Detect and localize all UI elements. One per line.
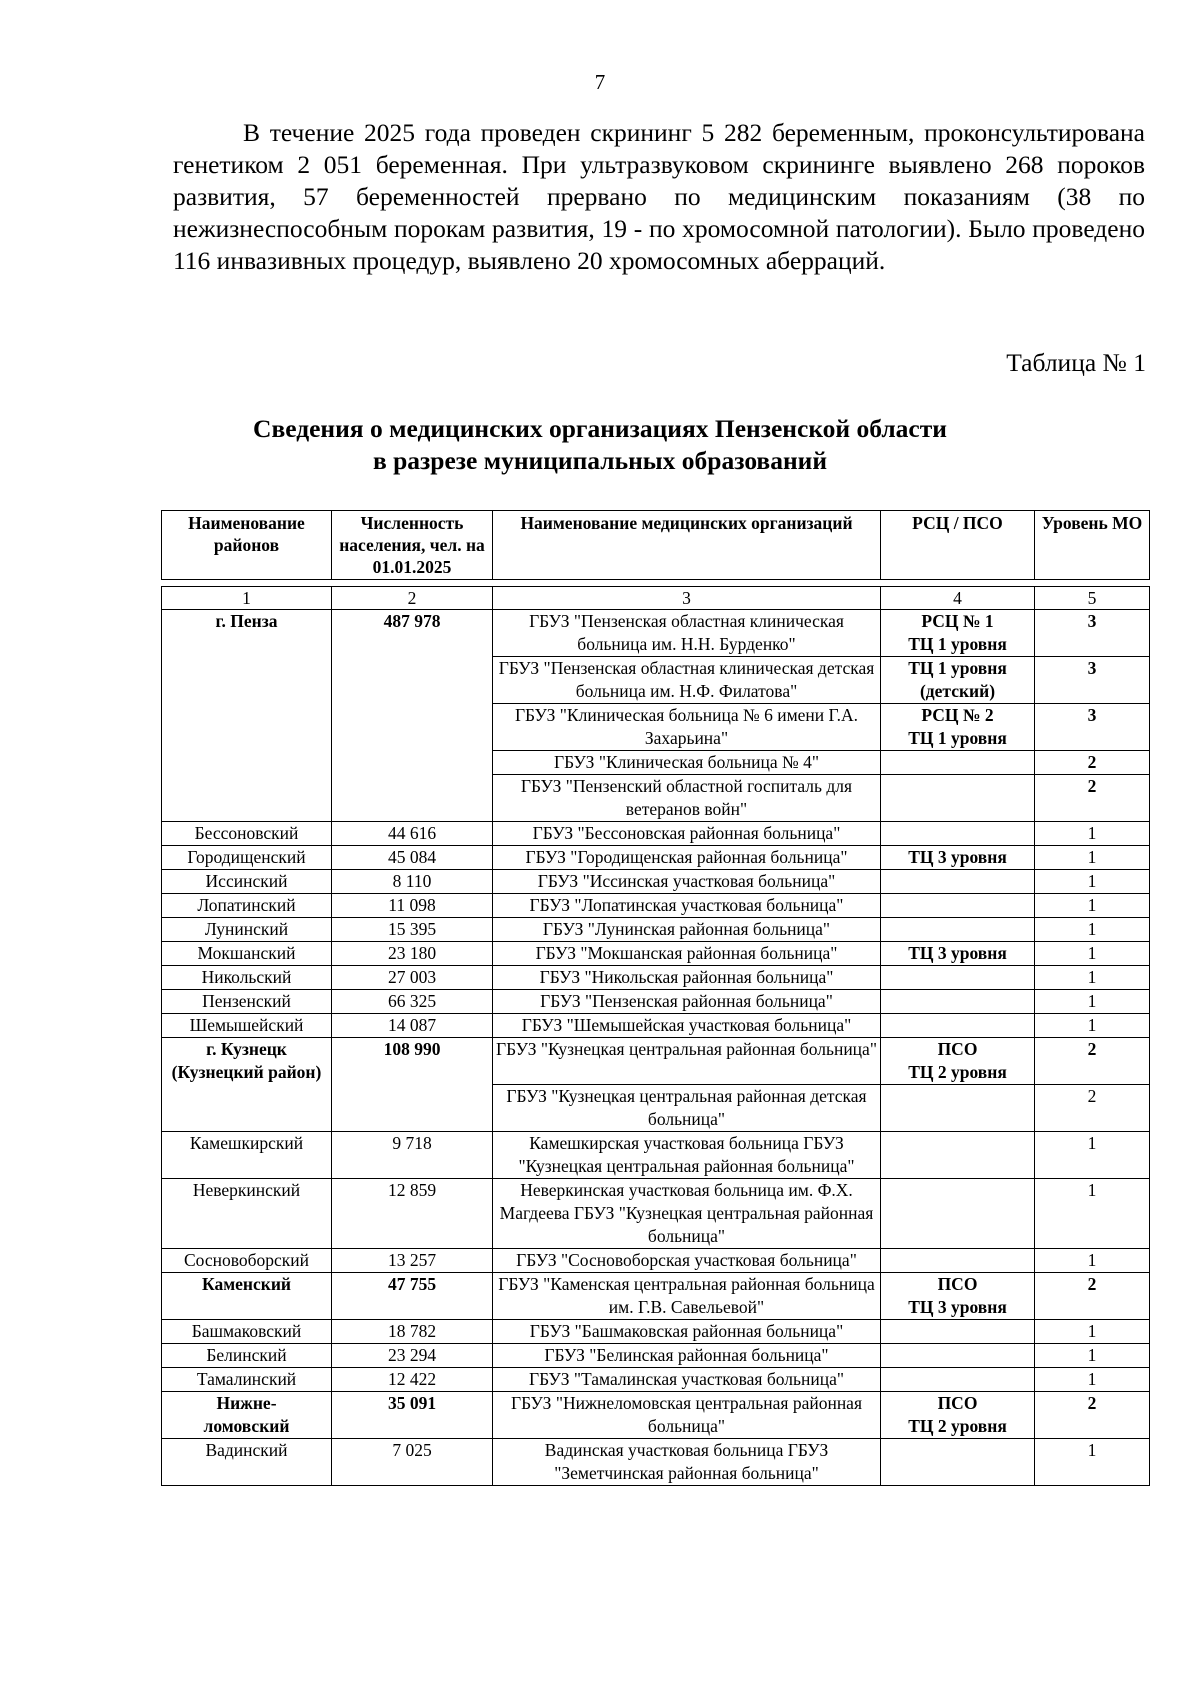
- organization-cell: ГБУЗ "Сосновоборская участковая больница": [493, 1249, 881, 1273]
- organization-cell: ГБУЗ "Лопатинская участковая больница": [493, 894, 881, 918]
- table-row: [162, 990, 1150, 1014]
- organization-cell: ГБУЗ "Городищенская районная больница": [493, 846, 881, 870]
- center-cell: [881, 822, 1035, 846]
- population-cell: 13 257: [332, 1249, 493, 1273]
- district-cell: Сосновоборский: [162, 1249, 332, 1273]
- population-cell: 487 978: [332, 610, 493, 822]
- table-row: [162, 1132, 1150, 1179]
- district-cell: Мокшанский: [162, 942, 332, 966]
- population-cell: 12 422: [332, 1368, 493, 1392]
- center-cell: [881, 870, 1035, 894]
- table-row: [162, 966, 1150, 990]
- center-cell: [881, 1249, 1035, 1273]
- population-cell: 14 087: [332, 1014, 493, 1038]
- organizations-table: [161, 586, 1150, 1486]
- center-cell: [881, 1439, 1035, 1486]
- population-cell: 11 098: [332, 894, 493, 918]
- center-cell: РСЦ № 1 ТЦ 1 уровня: [881, 610, 1035, 657]
- district-cell: Шемышейский: [162, 1014, 332, 1038]
- table-row: [162, 1038, 1150, 1085]
- column-number: 1: [162, 587, 332, 610]
- population-cell: 18 782: [332, 1320, 493, 1344]
- level-cell: 1: [1035, 822, 1150, 846]
- header-organizations: Наименование медицинских организаций: [493, 511, 881, 580]
- population-cell: 45 084: [332, 846, 493, 870]
- level-cell: 2: [1035, 751, 1150, 775]
- level-cell: 1: [1035, 1368, 1150, 1392]
- table-body: [162, 587, 1150, 1486]
- level-cell: 2: [1035, 775, 1150, 822]
- population-cell: 7 025: [332, 1439, 493, 1486]
- center-cell: [881, 775, 1035, 822]
- district-cell: Никольский: [162, 966, 332, 990]
- district-cell: Неверкинский: [162, 1179, 332, 1249]
- center-cell: ПСО ТЦ 3 уровня: [881, 1273, 1035, 1320]
- organization-cell: ГБУЗ "Нижнеломовская центральная районная больница": [493, 1392, 881, 1439]
- table-row: [162, 1014, 1150, 1038]
- table-row: [162, 894, 1150, 918]
- population-cell: 44 616: [332, 822, 493, 846]
- intro-paragraph: В течение 2025 года проведен скрининг 5 282 беременным, проконсультирована генетиком 2 051 беременная. При ультразвуковом скрининге выявлено 268 пороков развития, 57 беременностей прервано по медицинским показаниям (38 по нежизнеспособным порокам развития, 19 - по хромосомной патологии). Было проведено 116 инвазивных процедур, выявлено 20 хромосомных аберраций.: [173, 118, 1145, 275]
- header-population: Численность населения, чел. на 01.01.2025: [332, 511, 493, 580]
- table-row: [162, 1368, 1150, 1392]
- organization-cell: ГБУЗ "Башмаковская районная больница": [493, 1320, 881, 1344]
- organization-cell: ГБУЗ "Шемышейская участковая больница": [493, 1014, 881, 1038]
- table-title: [0, 413, 1200, 477]
- population-cell: 27 003: [332, 966, 493, 990]
- center-cell: [881, 1320, 1035, 1344]
- table-row: [162, 870, 1150, 894]
- district-cell: Пензенский: [162, 990, 332, 1014]
- population-cell: 9 718: [332, 1132, 493, 1179]
- district-cell: Лопатинский: [162, 894, 332, 918]
- population-cell: 12 859: [332, 1179, 493, 1249]
- level-cell: 1: [1035, 1249, 1150, 1273]
- organization-cell: ГБУЗ "Пензенская областная клиническая больница им. Н.Н. Бурденко": [493, 610, 881, 657]
- population-cell: 23 294: [332, 1344, 493, 1368]
- district-cell: Городищенский: [162, 846, 332, 870]
- center-cell: [881, 966, 1035, 990]
- district-cell: Иссинский: [162, 870, 332, 894]
- level-cell: 1: [1035, 990, 1150, 1014]
- organization-cell: ГБУЗ "Кузнецкая центральная районная больница": [493, 1038, 881, 1085]
- population-cell: 47 755: [332, 1273, 493, 1320]
- column-number-row: [162, 587, 1150, 610]
- center-cell: ПСО ТЦ 2 уровня: [881, 1038, 1035, 1085]
- center-cell: [881, 1132, 1035, 1179]
- population-cell: 23 180: [332, 942, 493, 966]
- level-cell: 1: [1035, 1179, 1150, 1249]
- center-cell: ТЦ 1 уровня (детский): [881, 657, 1035, 704]
- level-cell: 1: [1035, 918, 1150, 942]
- center-cell: РСЦ № 2 ТЦ 1 уровня: [881, 704, 1035, 751]
- table-row: [162, 610, 1150, 657]
- district-cell: г. Кузнецк (Кузнецкий район): [162, 1038, 332, 1132]
- level-cell: 1: [1035, 1439, 1150, 1486]
- header-center: РСЦ / ПСО: [881, 511, 1035, 580]
- level-cell: 1: [1035, 870, 1150, 894]
- page-number: 7: [594, 70, 606, 94]
- level-cell: 3: [1035, 704, 1150, 751]
- district-cell: Каменский: [162, 1273, 332, 1320]
- column-number: 5: [1035, 587, 1150, 610]
- center-cell: [881, 1014, 1035, 1038]
- table-row: [162, 822, 1150, 846]
- level-cell: 2: [1035, 1038, 1150, 1085]
- level-cell: 3: [1035, 610, 1150, 657]
- level-cell: 1: [1035, 1014, 1150, 1038]
- organization-cell: ГБУЗ "Никольская районная больница": [493, 966, 881, 990]
- organization-cell: ГБУЗ "Кузнецкая центральная районная детская больница": [493, 1085, 881, 1132]
- organization-cell: ГБУЗ "Мокшанская районная больница": [493, 942, 881, 966]
- column-number: 2: [332, 587, 493, 610]
- organization-cell: Вадинская участковая больница ГБУЗ "Земетчинская районная больница": [493, 1439, 881, 1486]
- table-caption: Таблица № 1: [1006, 348, 1146, 377]
- organization-cell: ГБУЗ "Пензенская районная больница": [493, 990, 881, 1014]
- district-cell: Тамалинский: [162, 1368, 332, 1392]
- center-cell: [881, 894, 1035, 918]
- column-number: 4: [881, 587, 1035, 610]
- district-cell: Камешкирский: [162, 1132, 332, 1179]
- center-cell: [881, 918, 1035, 942]
- table-row: [162, 1249, 1150, 1273]
- organization-cell: Камешкирская участковая больница ГБУЗ "Кузнецкая центральная районная больница": [493, 1132, 881, 1179]
- table-title-line-2: в разрезе муниципальных образований: [372, 446, 828, 475]
- level-cell: 1: [1035, 846, 1150, 870]
- organization-cell: ГБУЗ "Клиническая больница № 4": [493, 751, 881, 775]
- district-cell: Белинский: [162, 1344, 332, 1368]
- district-cell: Нижне- ломовский: [162, 1392, 332, 1439]
- center-cell: [881, 1368, 1035, 1392]
- level-cell: 2: [1035, 1392, 1150, 1439]
- district-cell: Вадинский: [162, 1439, 332, 1486]
- center-cell: ТЦ 3 уровня: [881, 846, 1035, 870]
- table-title-line-1: Сведения о медицинских организациях Пензенской области: [253, 414, 947, 443]
- organization-cell: ГБУЗ "Пензенская областная клиническая детская больница им. Н.Ф. Филатова": [493, 657, 881, 704]
- table-row: [162, 942, 1150, 966]
- organization-cell: ГБУЗ "Каменская центральная районная больница им. Г.В. Савельевой": [493, 1273, 881, 1320]
- organization-cell: ГБУЗ "Лунинская районная больница": [493, 918, 881, 942]
- population-cell: 108 990: [332, 1038, 493, 1132]
- population-cell: 35 091: [332, 1392, 493, 1439]
- organization-cell: ГБУЗ "Тамалинская участковая больница": [493, 1368, 881, 1392]
- level-cell: 2: [1035, 1085, 1150, 1132]
- level-cell: 1: [1035, 942, 1150, 966]
- district-cell: г. Пенза: [162, 610, 332, 822]
- level-cell: 1: [1035, 1344, 1150, 1368]
- organization-cell: Неверкинская участковая больница им. Ф.Х. Магдеева ГБУЗ "Кузнецкая центральная районная больница": [493, 1179, 881, 1249]
- level-cell: 2: [1035, 1273, 1150, 1320]
- organization-cell: ГБУЗ "Бессоновская районная больница": [493, 822, 881, 846]
- center-cell: [881, 1085, 1035, 1132]
- level-cell: 1: [1035, 894, 1150, 918]
- population-cell: 66 325: [332, 990, 493, 1014]
- population-cell: 15 395: [332, 918, 493, 942]
- organization-cell: ГБУЗ "Клиническая больница № 6 имени Г.А. Захарьина": [493, 704, 881, 751]
- center-cell: [881, 1179, 1035, 1249]
- column-number: 3: [493, 587, 881, 610]
- level-cell: 3: [1035, 657, 1150, 704]
- table-row: [162, 1179, 1150, 1249]
- level-cell: 1: [1035, 1320, 1150, 1344]
- district-cell: Башмаковский: [162, 1320, 332, 1344]
- table-row: [162, 1392, 1150, 1439]
- table-row: [162, 846, 1150, 870]
- organization-cell: ГБУЗ "Пензенский областной госпиталь для ветеранов войн": [493, 775, 881, 822]
- table-row: [162, 1439, 1150, 1486]
- level-cell: 1: [1035, 1132, 1150, 1179]
- table-row: [162, 1273, 1150, 1320]
- table-header: [161, 510, 1150, 580]
- table-row: [162, 1320, 1150, 1344]
- center-cell: [881, 990, 1035, 1014]
- header-districts: Наименование районов: [162, 511, 332, 580]
- level-cell: 1: [1035, 966, 1150, 990]
- center-cell: [881, 751, 1035, 775]
- center-cell: ТЦ 3 уровня: [881, 942, 1035, 966]
- center-cell: [881, 1344, 1035, 1368]
- center-cell: ПСО ТЦ 2 уровня: [881, 1392, 1035, 1439]
- header-level: Уровень МО: [1035, 511, 1150, 580]
- table-row: [162, 918, 1150, 942]
- district-cell: Лунинский: [162, 918, 332, 942]
- organization-cell: ГБУЗ "Белинская районная больница": [493, 1344, 881, 1368]
- table-row: [162, 1344, 1150, 1368]
- population-cell: 8 110: [332, 870, 493, 894]
- organization-cell: ГБУЗ "Иссинская участковая больница": [493, 870, 881, 894]
- district-cell: Бессоновский: [162, 822, 332, 846]
